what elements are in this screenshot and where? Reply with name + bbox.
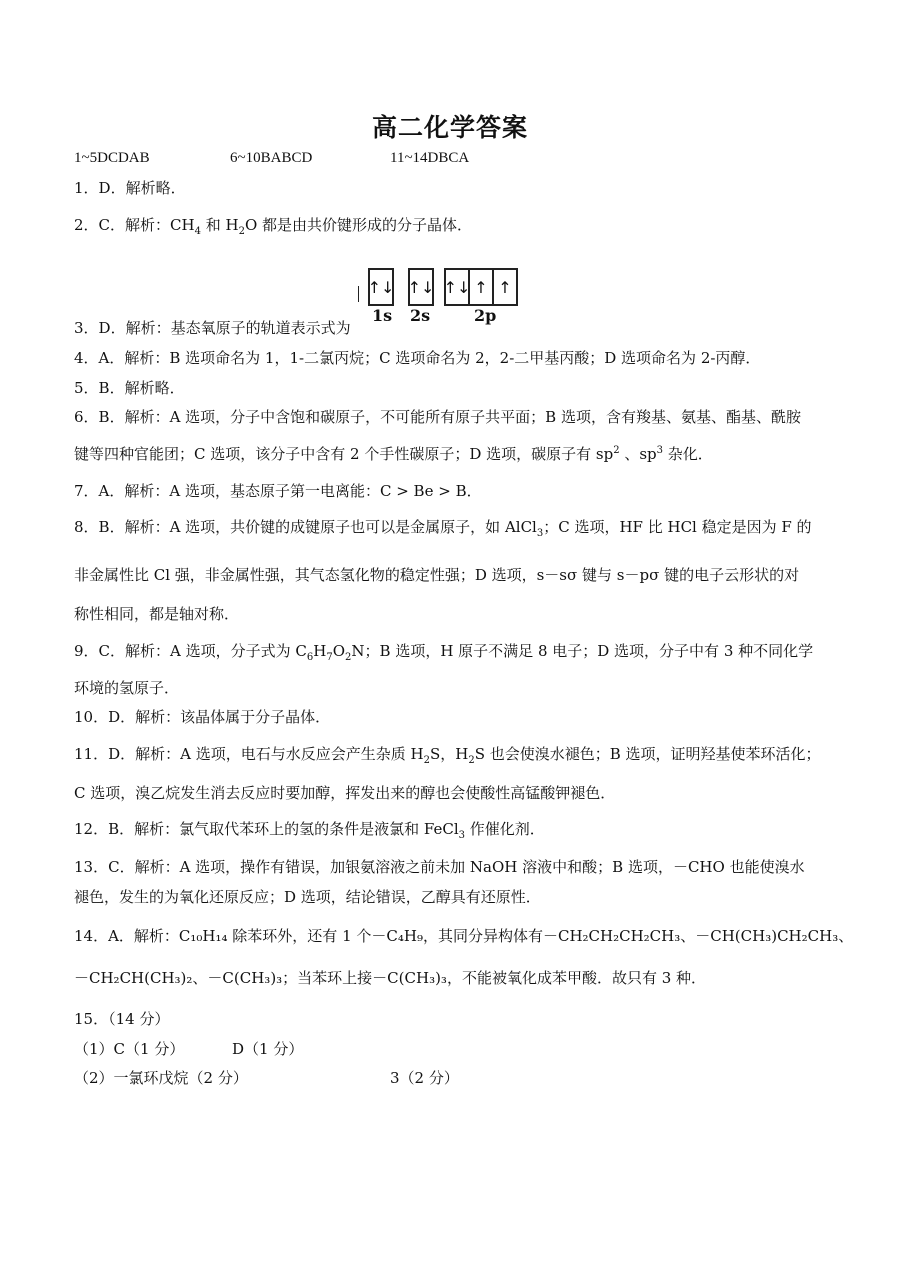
item-10: 10．D．解析：该晶体属于分子晶体． [74,708,331,726]
item-9-line1: 9．C．解析：A 选项，分子式为 $C_6H_7O_2N$；B 选项，H 原子不满足 8 电子；D 选项，分子中有 3 种不同化学 [74,642,814,663]
answer-key-2: 6~10BABCD [230,150,313,166]
orbital-2p: ↑↓ ↑ ↑ [444,268,518,306]
answer-key-3: 11~14DBCA [390,150,470,166]
item-12: 12．B．解析：氯气取代苯环上的氢的条件是液氯和 FeCl$_3$ 作催化剂． [74,820,545,841]
item-15-1b: D（1 分） [232,1040,304,1058]
item-6-line2: 键等四种官能团；C 选项，该分子中含有 2 个手性碳原子；D 选项，碳原子有 $sp^2$ 、$sp^3$ 杂化． [74,445,713,463]
item-4: 4．A．解析：B 选项命名为 1，1-二氯丙烷；C 选项命名为 2，2-二甲基丙酸；D 选项命名为 2-丙醇． [74,349,761,367]
orbital-label-2s: 2s [410,306,431,325]
item-1: 1．D．解析略． [74,179,186,197]
item-7: 7．A．解析：A 选项，基态原子第一电离能：C > Be > B． [74,482,482,500]
item-11-line2: C 选项，溴乙烷发生消去反应时要加醇，挥发出来的醇也会使酸性高锰酸钾褪色． [74,784,616,802]
item-15-2b: 3（2 分） [390,1069,459,1087]
page-title: 高二化学答案 [371,113,528,142]
item-8-line2: 非金属性比 Cl 强，非金属性强，其气态氢化物的稳定性强；D 选项，s－sσ 键与 s－pσ 键的电子云形状的对 [74,566,800,584]
item-13-line1: 13．C．解析：A 选项，操作有错误，加银氨溶液之前未加 NaOH 溶液中和酸；B 选项，－CHO 也能使溴水 [74,858,805,876]
orbital-1s: ↑↓ [368,268,394,306]
item-8-line3: 称性相同，都是轴对称． [74,605,240,623]
item-15-2a: （2）一氯环戊烷（2 分） [74,1069,248,1087]
item-9-line2: 环境的氢原子． [74,679,180,697]
item-6-line1: 6．B．解析：A 选项，分子中含饱和碳原子，不可能所有原子共平面；B 选项，含有羧基、氨基、酯基、酰胺 [74,408,801,426]
orbital-label-2p: 2p [474,306,497,325]
item-15-1a: （1）C（1 分） [74,1040,185,1058]
item-3: 3．D．解析：基态氧原子的轨道表示式为 [74,319,351,337]
item-11-line1: 11．D．解析：A 选项，电石与水反应会产生杂质 $H_2S$，$H_2S$ 也会使溴水褪色；B 选项，证明羟基使苯环活化； [74,745,821,766]
item-15: 15．（14 分） [74,1010,170,1028]
item-14-line1: 14．A．解析：C₁₀H₁₄ 除苯环外，还有 1 个－C₄H₉，其同分异构体有－CH₂CH₂CH₂CH₃、－CH(CH₃)CH₂CH₃、 [74,927,854,945]
orbital-label-1s: 1s [372,306,393,325]
item-14-line2: －CH₂CH(CH₃)₂、－C(CH₃)₃；当苯环上接－C(CH₃)₃，不能被氧化成苯甲酸．故只有 3 种． [74,969,707,987]
answer-key-1: 1~5DCDAB [74,150,150,166]
orbital-2s: ↑↓ [408,268,434,306]
item-2: 2．C．解析：$CH_4$ 和 $H_2O$ 都是由共价键形成的分子晶体． [74,216,473,237]
item-13-line2: 褪色，发生的为氧化还原反应；D 选项，结论错误，乙醇具有还原性． [74,888,541,906]
item-8-line1: 8．B．解析：A 选项，共价键的成键原子也可以是金属原子，如 AlCl$_3$；C 选项，HF 比 HCl 稳定是因为 F 的 [74,518,812,539]
item-5: 5．B．解析略． [74,379,185,397]
